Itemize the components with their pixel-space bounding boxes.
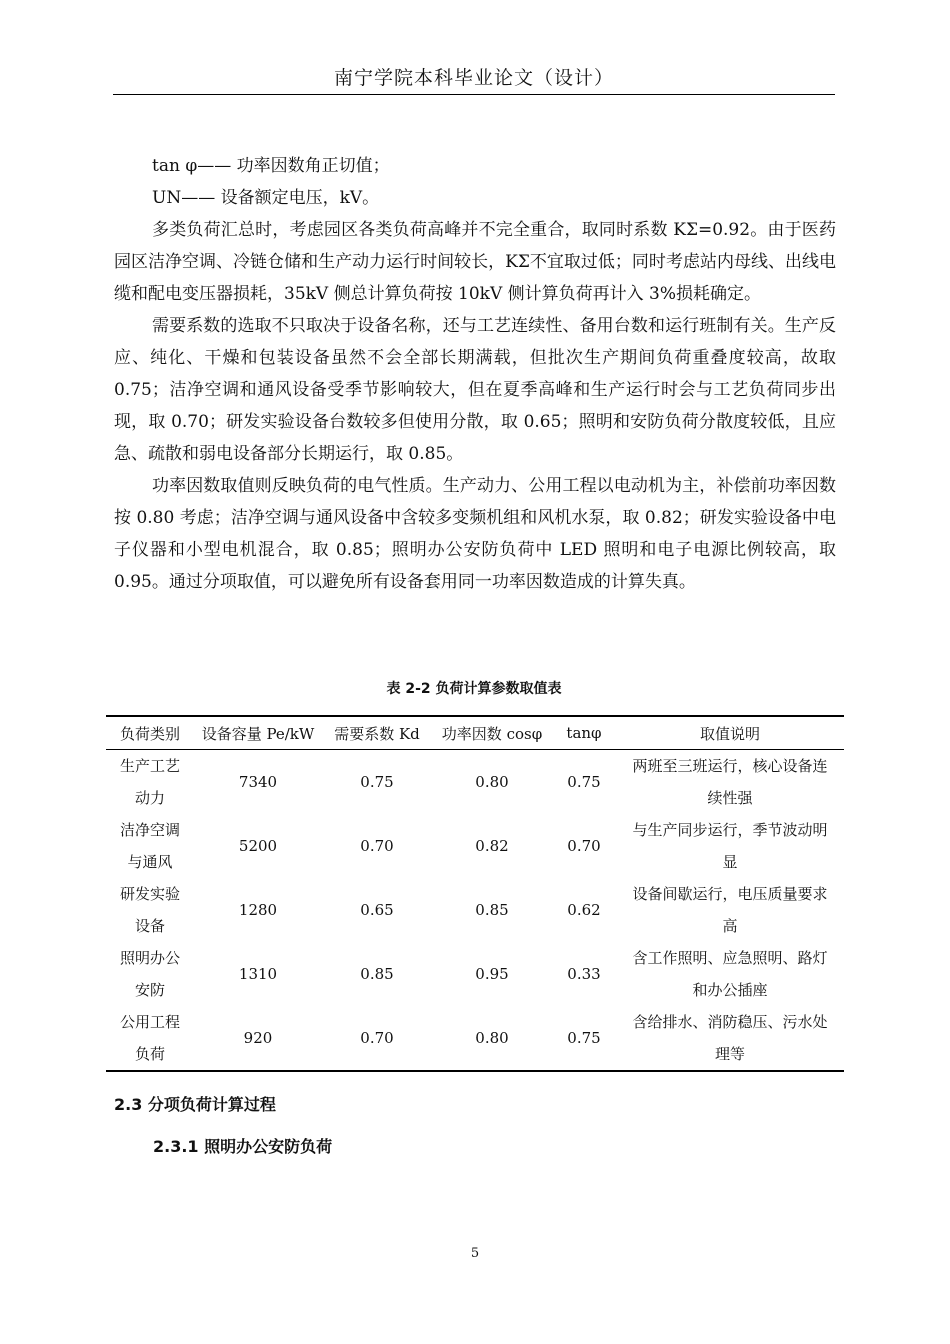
header-tan: tanφ (552, 716, 616, 750)
category-line: 负荷 (134, 1045, 165, 1063)
category-cell (106, 942, 194, 1006)
tan-cell: 0.75 (567, 773, 601, 791)
note-cell (616, 1006, 844, 1071)
header-power-factor: 功率因数 cosφ (432, 716, 552, 750)
power-factor-cell: 0.82 (475, 837, 509, 855)
table-row (106, 1006, 844, 1071)
note-cell (616, 878, 844, 942)
tan-cell: 0.33 (567, 965, 601, 983)
header-demand-factor: 需要系数 Kd (322, 716, 432, 750)
page-number: 5 (470, 1246, 480, 1261)
power-factor-cell: 0.80 (432, 1006, 552, 1071)
paragraph-simultaneity: 多类负荷汇总时，考虑园区各类负荷高峰并不完全重合，取同时系数 KΣ=0.92。由于医药园区洁净空调、冷链仓储和生产动力运行时间较长，KΣ不宜取过低；同时考虑站内母线、出线电缆和配电变压器损耗，35kV 侧总计算负荷按 10kV 侧计算负荷再计入 3%损耗确定。 (114, 220, 836, 304)
tan-cell: 0.62 (567, 901, 601, 919)
tan-cell: 0.70 (567, 837, 601, 855)
table-caption: 表 2-2 负荷计算参数取值表 (386, 681, 562, 697)
tan-cell: 0.75 (552, 1006, 616, 1071)
category-line: 与通风 (127, 853, 173, 871)
load-parameter-table (106, 715, 844, 1072)
note-line: 高 (722, 917, 738, 935)
category-cell (106, 750, 194, 815)
note-cell (616, 814, 844, 878)
category-cell (106, 878, 194, 942)
table-row (106, 942, 844, 1006)
note-line: 显 (722, 853, 738, 871)
header-note: 取值说明 (616, 716, 844, 750)
capacity-cell: 1310 (238, 965, 278, 983)
note-cell (616, 942, 844, 1006)
power-factor-cell: 0.85 (475, 901, 509, 919)
page-header: 南宁学院本科毕业论文（设计） (333, 67, 614, 89)
paragraph-power-factor: 功率因数取值则反映负荷的电气性质。生产动力、公用工程以电动机为主，补偿前功率因数按 0.80 考虑；洁净空调与通风设备中含较多变频机组和风机水泵，取 0.82；研发实验设备中电子仪器和小型电机混合，取 0.85；照明办公安防负荷中 LED 照明和电子电源比例较高，取 0.95。通过分项取值，可以避免所有设备套用同一功率因数造成的计算失真。 (114, 476, 836, 592)
note-line: 含给排水、消防稳压、污水处 (632, 1013, 828, 1031)
body-text (114, 150, 836, 598)
category-line: 洁净空调 (119, 821, 180, 839)
table-row (106, 878, 844, 942)
category-cell (106, 1006, 194, 1071)
definition-un: UN—— 设备额定电压，kV。 (152, 188, 380, 208)
note-line: 两班至三班运行，核心设备连 (632, 757, 828, 775)
note-line: 续性强 (707, 789, 753, 807)
note-line: 设备间歇运行，电压质量要求 (632, 885, 828, 903)
category-line: 动力 (134, 789, 165, 807)
power-factor-cell: 0.80 (475, 773, 509, 791)
demand-factor-cell: 0.70 (360, 837, 394, 855)
subsection-heading: 2.3.1 照明办公安防负荷 (153, 1137, 333, 1156)
note-line: 理等 (714, 1045, 745, 1063)
category-line: 公用工程 (119, 1013, 180, 1031)
capacity-cell: 5200 (238, 837, 278, 855)
header-category: 负荷类别 (106, 716, 194, 750)
table-header-row (106, 716, 844, 750)
header-capacity: 设备容量 Pe/kW (194, 716, 322, 750)
category-cell (106, 814, 194, 878)
section-heading: 2.3 分项负荷计算过程 (114, 1095, 276, 1114)
table-row (106, 750, 844, 815)
power-factor-cell: 0.95 (475, 965, 509, 983)
category-line: 设备 (134, 917, 165, 935)
note-line: 含工作照明、应急照明、路灯 (632, 949, 828, 967)
category-line: 照明办公 (119, 949, 180, 967)
note-line: 和办公插座 (692, 981, 768, 999)
demand-factor-cell: 0.70 (322, 1006, 432, 1071)
category-line: 生产工艺 (119, 757, 180, 775)
note-cell (616, 750, 844, 815)
paragraph-demand-factor: 需要系数的选取不只取决于设备名称，还与工艺连续性、备用台数和运行班制有关。生产反应、纯化、干燥和包装设备虽然不会全部长期满载，但批次生产期间负荷重叠度较高，故取 0.75；洁净空调和通风设备受季节影响较大，但在夏季高峰和生产运行时会与工艺负荷同步出现，取 0.70；研发实验设备台数较多但使用分散，取 0.65；照明和安防负荷分散度较低，且应急、疏散和弱电设备部分长期运行，取 0.85。 (114, 316, 836, 464)
definition-tan-phi: tan φ—— 功率因数角正切值； (152, 156, 390, 176)
demand-factor-cell: 0.75 (360, 773, 394, 791)
category-line: 安防 (134, 981, 165, 999)
demand-factor-cell: 0.85 (360, 965, 394, 983)
demand-factor-cell: 0.65 (360, 901, 394, 919)
category-line: 研发实验 (119, 885, 180, 903)
note-line: 与生产同步运行，季节波动明 (632, 821, 828, 839)
table-row (106, 814, 844, 878)
capacity-cell: 1280 (238, 901, 278, 919)
header-rule (113, 94, 835, 95)
capacity-cell: 920 (194, 1006, 322, 1071)
capacity-cell: 7340 (238, 773, 278, 791)
